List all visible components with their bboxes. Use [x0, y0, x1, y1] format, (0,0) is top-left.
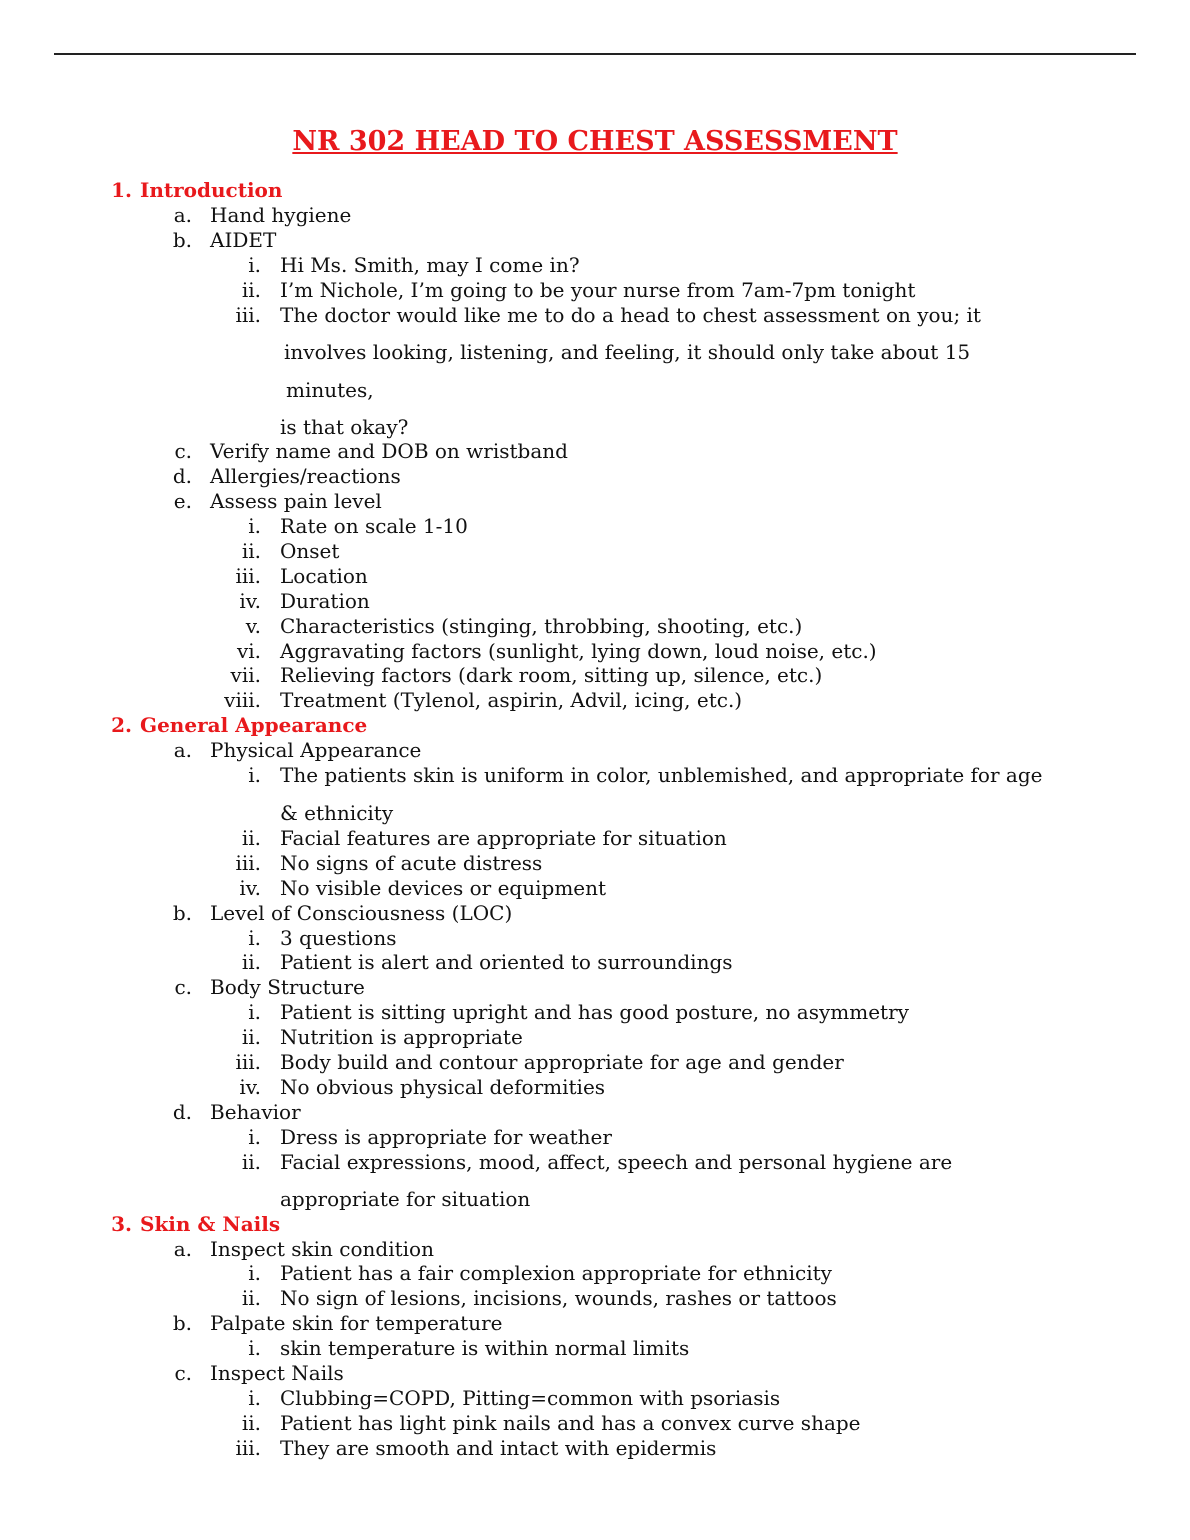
list-marker: c.	[174, 975, 192, 999]
list-marker: i.	[248, 1261, 261, 1285]
item-text: Body build and contour appropriate for age and gender	[280, 1050, 844, 1074]
list-marker: d.	[172, 464, 192, 488]
list-marker: i.	[248, 1125, 261, 1149]
list-marker: iv.	[239, 589, 261, 613]
item-text: 3 questions	[280, 926, 397, 950]
item-text: Behavior	[210, 1100, 301, 1124]
list-marker: i.	[248, 1336, 261, 1360]
item-text: Duration	[280, 589, 370, 613]
list-marker: i.	[248, 253, 261, 277]
page-title: NR 302 HEAD TO CHEST ASSESSMENT	[292, 126, 898, 157]
list-marker: ii.	[241, 950, 261, 974]
item-text: Patient has light pink nails and has a convex curve shape	[280, 1411, 861, 1435]
item-text: No sign of lesions, incisions, wounds, rashes or tattoos	[280, 1286, 837, 1310]
heading-text: General Appearance	[140, 713, 368, 737]
item-text: The doctor would like me to do a head to chest assessment on you; it	[280, 303, 981, 327]
list-marker: 2.	[111, 713, 132, 737]
list-marker: ii.	[241, 1025, 261, 1049]
list-marker: vi.	[236, 639, 261, 663]
list-marker: d.	[172, 1100, 192, 1124]
list-marker: ii.	[241, 278, 261, 302]
list-marker: iii.	[235, 1050, 261, 1074]
item-text: They are smooth and intact with epidermis	[280, 1436, 717, 1460]
heading-text: Introduction	[140, 178, 283, 202]
list-marker: ii.	[241, 1150, 261, 1174]
item-text: Patient is alert and oriented to surroundings	[280, 950, 733, 974]
list-marker: iv.	[239, 1075, 261, 1099]
item-text: Facial features are appropriate for situation	[280, 826, 727, 850]
list-marker: b.	[172, 901, 192, 925]
item-text: Verify name and DOB on wristband	[210, 439, 568, 463]
item-text: Clubbing=COPD, Pitting=common with psoriasis	[280, 1386, 781, 1410]
item-text: Onset	[280, 539, 340, 563]
list-marker: iv.	[239, 876, 261, 900]
item-text: Inspect skin condition	[210, 1237, 434, 1261]
item-text: No obvious physical deformities	[280, 1075, 606, 1099]
list-marker: ii.	[241, 1411, 261, 1435]
list-marker: a.	[173, 203, 192, 227]
item-text: Facial expressions, mood, affect, speech and personal hygiene are	[280, 1150, 953, 1174]
item-text: The patients skin is uniform in color, unblemished, and appropriate for age	[280, 763, 1043, 787]
item-text: skin temperature is within normal limits	[280, 1336, 690, 1360]
item-text: Hi Ms. Smith, may I come in?	[280, 253, 580, 277]
list-marker: i.	[248, 763, 261, 787]
item-text: Palpate skin for temperature	[210, 1311, 503, 1335]
list-marker: viii.	[224, 688, 261, 712]
list-marker: i.	[248, 926, 261, 950]
item-text: Patient has a fair complexion appropriate for ethnicity	[280, 1261, 832, 1285]
list-marker: i.	[248, 514, 261, 538]
list-marker: e.	[173, 489, 192, 513]
list-marker: b.	[172, 1311, 192, 1335]
item-text: I’m Nichole, I’m going to be your nurse from 7am-7pm tonight	[280, 278, 916, 302]
item-text: Allergies/reactions	[210, 464, 401, 488]
item-text: Treatment (Tylenol, aspirin, Advil, icing, etc.)	[280, 688, 743, 712]
list-marker: v.	[245, 614, 261, 638]
list-marker: iii.	[235, 303, 261, 327]
list-marker: i.	[248, 1000, 261, 1024]
item-text: Inspect Nails	[210, 1361, 344, 1385]
list-marker: a.	[173, 1237, 192, 1261]
item-text: Physical Appearance	[210, 738, 422, 762]
item-text: AIDET	[210, 228, 277, 252]
item-text: Dress is appropriate for weather	[280, 1125, 612, 1149]
list-marker: vii.	[230, 663, 261, 687]
item-text: Location	[280, 564, 368, 588]
item-text: Hand hygiene	[210, 203, 352, 227]
header-rule	[54, 53, 1136, 55]
list-marker: 3.	[111, 1212, 132, 1236]
item-text: Patient is sitting upright and has good posture, no asymmetry	[280, 1000, 909, 1024]
item-text: minutes,	[286, 378, 374, 402]
item-text: Characteristics (stinging, throbbing, shooting, etc.)	[280, 614, 803, 638]
list-marker: ii.	[241, 539, 261, 563]
list-marker: iii.	[235, 1436, 261, 1460]
item-text: appropriate for situation	[280, 1187, 531, 1211]
list-marker: 1.	[111, 178, 132, 202]
list-marker: iii.	[235, 564, 261, 588]
item-text: Relieving factors (dark room, sitting up, silence, etc.)	[280, 663, 823, 687]
list-marker: i.	[248, 1386, 261, 1410]
item-text: Aggravating factors (sunlight, lying down, loud noise, etc.)	[280, 639, 877, 663]
list-marker: c.	[174, 439, 192, 463]
item-text: involves looking, listening, and feeling, it should only take about 15	[284, 340, 971, 364]
item-text: No signs of acute distress	[280, 851, 543, 875]
list-marker: b.	[172, 228, 192, 252]
item-text: Assess pain level	[210, 489, 382, 513]
list-marker: c.	[174, 1361, 192, 1385]
item-text: No visible devices or equipment	[280, 876, 607, 900]
item-text: Nutrition is appropriate	[280, 1025, 523, 1049]
item-text: & ethnicity	[280, 801, 394, 825]
item-text: is that okay?	[280, 415, 409, 439]
list-marker: ii.	[241, 826, 261, 850]
list-marker: iii.	[235, 851, 261, 875]
item-text: Level of Consciousness (LOC)	[210, 901, 513, 925]
heading-text: Skin & Nails	[140, 1212, 281, 1236]
item-text: Body Structure	[210, 975, 365, 999]
item-text: Rate on scale 1-10	[280, 514, 468, 538]
list-marker: ii.	[241, 1286, 261, 1310]
list-marker: a.	[173, 738, 192, 762]
